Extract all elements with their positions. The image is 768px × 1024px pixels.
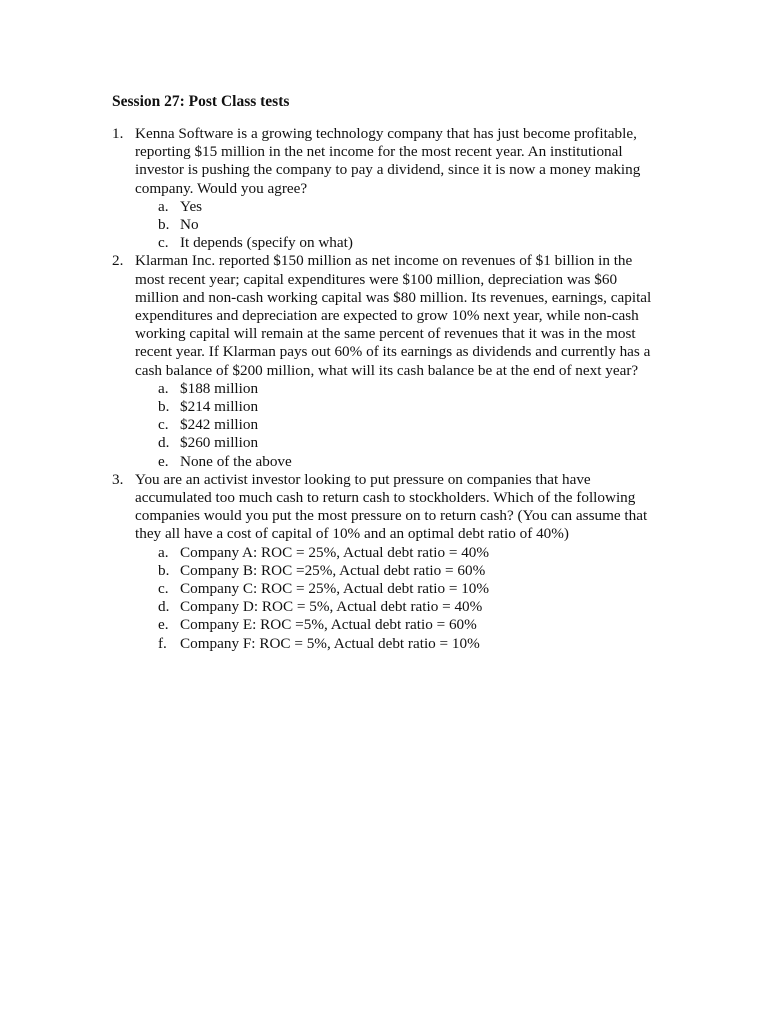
option-text: Company F: ROC = 5%, Actual debt ratio = 10%: [180, 634, 480, 652]
option-letter: a.: [158, 197, 169, 215]
option-text: Company D: ROC = 5%, Actual debt ratio = 40%: [180, 598, 483, 616]
question-text: Kenna Software is a growing technology company that has just become profitable, reporting $15 million in the net income for the most recent year. An institutional investor is pushing the company to pay a dividend, since it is now a money making company. Would you agree?: [135, 125, 641, 197]
option-text: Company A: ROC = 25%, Actual debt ratio = 40%: [180, 543, 490, 561]
option-item: [135, 562, 657, 580]
question-2: [112, 252, 657, 470]
option-letter: d.: [158, 598, 170, 616]
option-letter: e.: [158, 452, 169, 470]
page-title: Session 27: Post Class tests: [112, 93, 290, 110]
option-letter: d.: [158, 434, 170, 452]
question-text: You are an activist investor looking to put pressure on companies that have accumulated too much cash to return cash to stockholders. Which of the following companies would you put the most pressure on to return cash? (You can assume that they all have a cost of capital of 10% and an optimal debt ratio of 40%): [135, 470, 648, 543]
option-text: $242 million: [180, 416, 259, 434]
option-letter: f.: [158, 634, 167, 652]
option-letter: a.: [158, 543, 169, 561]
option-letter: c.: [158, 580, 169, 598]
option-item: [135, 616, 657, 634]
question-number: 1.: [112, 125, 124, 142]
option-text: Company C: ROC = 25%, Actual debt ratio = 10%: [180, 580, 490, 598]
question-number: 2.: [112, 252, 124, 270]
option-item: [135, 234, 657, 252]
option-letter: c.: [158, 234, 169, 252]
option-letter: a.: [158, 379, 169, 397]
option-item: [135, 398, 657, 416]
option-text: $260 million: [180, 434, 259, 452]
question-number: 3.: [112, 470, 124, 488]
option-item: [135, 380, 657, 398]
option-text: No: [180, 216, 199, 234]
option-item: [135, 453, 657, 471]
option-letter: c.: [158, 416, 169, 434]
option-text: Yes: [180, 197, 203, 215]
question-text: Klarman Inc. reported $150 million as net income on revenues of $1 billion in the most recent year; capital expenditures were $100 million, depreciation was $60 million and non-cash working capital was $80 million. Its revenues, earnings, capital expenditures and depreciation are expected to grow 10% next year, while non-cash working capital will remain at the same percent of revenues that it was in the most recent year. If Klarman pays out 60% of its earnings as dividends and currently has a cash balance of $200 million, what will its cash balance be at the end of next year?: [135, 252, 652, 379]
option-item: [135, 544, 657, 562]
option-letter: b.: [158, 398, 170, 416]
option-text: It depends (specify on what): [180, 234, 353, 252]
option-list: [135, 544, 657, 653]
option-text: None of the above: [180, 452, 292, 470]
option-item: [135, 598, 657, 616]
option-list: [135, 380, 657, 471]
question-list: [112, 125, 657, 653]
option-letter: b.: [158, 561, 170, 579]
option-list: [135, 198, 657, 253]
option-text: $188 million: [180, 379, 259, 397]
option-item: [135, 434, 657, 452]
question-1: [112, 125, 657, 252]
option-item: [135, 580, 657, 598]
option-item: [135, 216, 657, 234]
option-text: Company E: ROC =5%, Actual debt ratio = 60%: [180, 616, 477, 634]
option-text: Company B: ROC =25%, Actual debt ratio = 60%: [180, 561, 486, 579]
option-item: [135, 635, 657, 653]
option-text: $214 million: [180, 398, 259, 416]
option-item: [135, 198, 657, 216]
option-letter: e.: [158, 616, 169, 634]
option-letter: b.: [158, 216, 170, 234]
question-3: [112, 471, 657, 653]
option-item: [135, 416, 657, 434]
